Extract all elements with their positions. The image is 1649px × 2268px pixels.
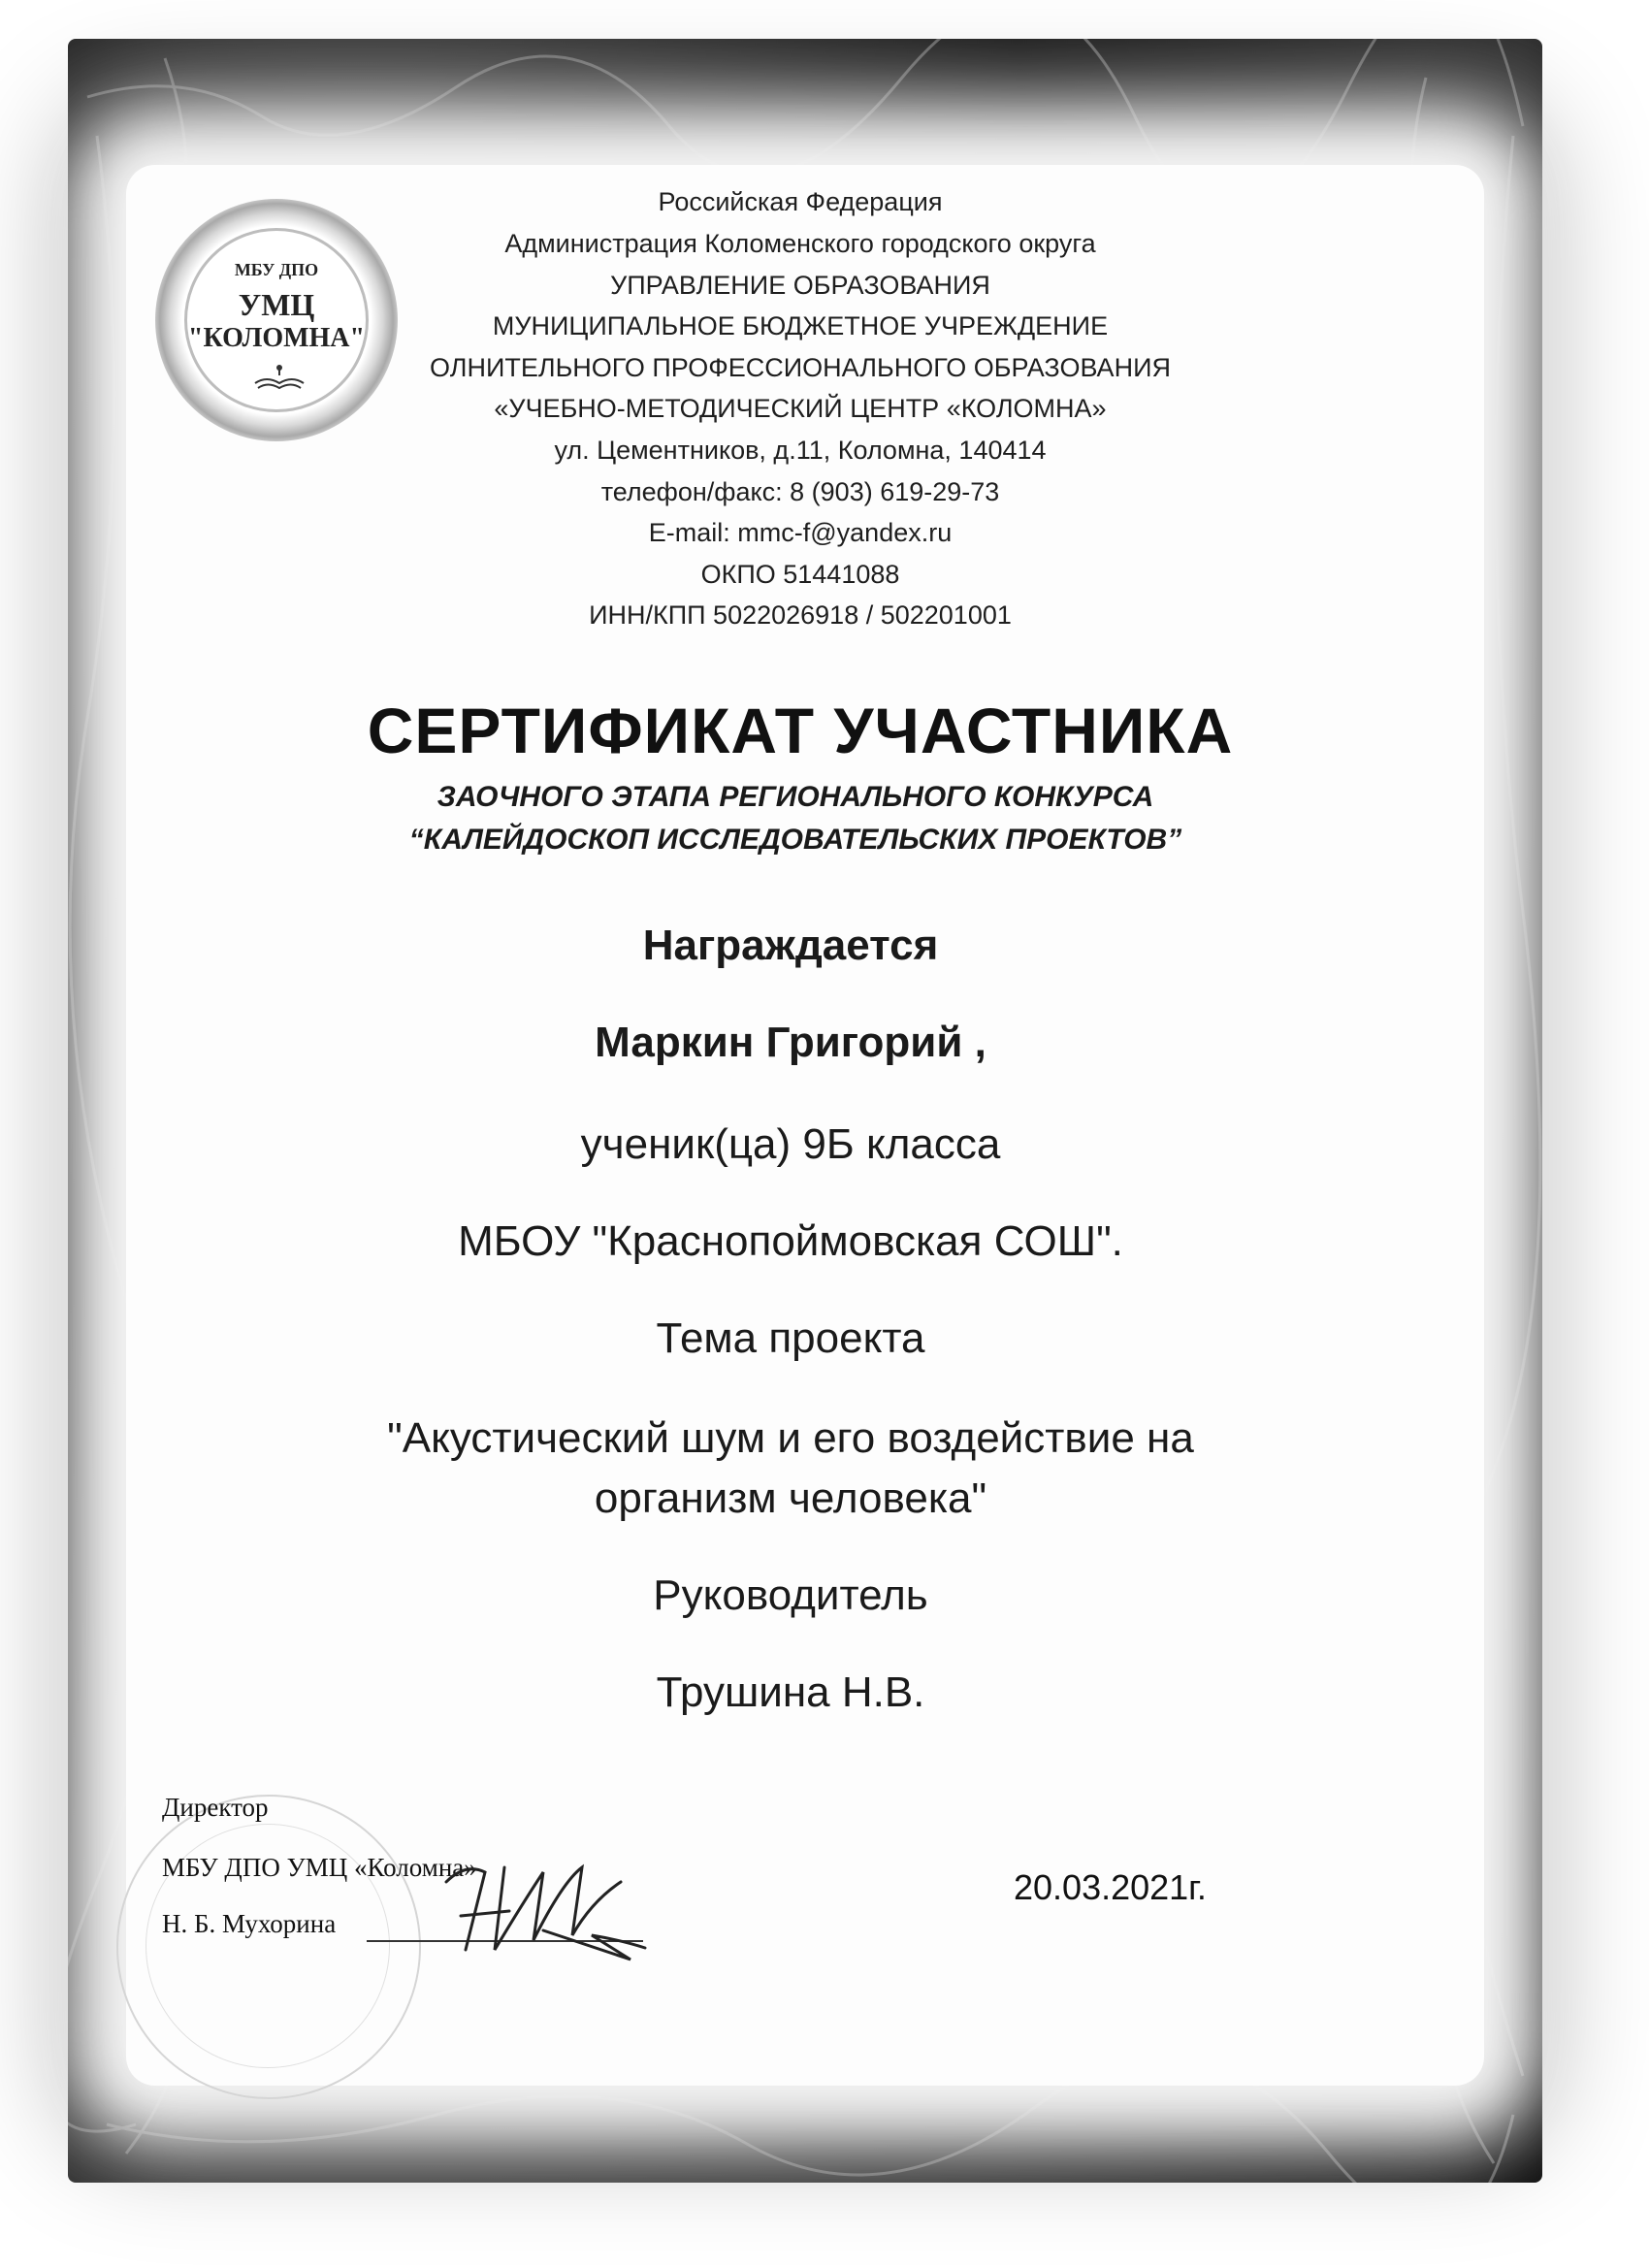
supervisor-label: Руководитель bbox=[653, 1571, 928, 1619]
header-administration: Администрация Коломенского городского округа bbox=[504, 229, 1096, 258]
header-okpo: ОКПО 51441088 bbox=[700, 560, 900, 589]
supervisor-name: Трушина Н.В. bbox=[656, 1669, 925, 1716]
participant-name: Маркин Григорий , bbox=[595, 1019, 986, 1066]
logo-text-org: МБУ ДПО bbox=[234, 260, 319, 279]
director-org: МБУ ДПО УМЦ «Коломна» bbox=[162, 1853, 477, 1882]
header-country: Российская Федерация bbox=[658, 187, 943, 216]
director-signature bbox=[427, 1843, 660, 1969]
topic-label: Тема проекта bbox=[656, 1314, 925, 1362]
header-inn: ИНН/КПП 5022026918 / 502201001 bbox=[589, 600, 1012, 630]
header-institution-name: «УЧЕБНО-МЕТОДИЧЕСКИЙ ЦЕНТР «КОЛОМНА» bbox=[494, 394, 1107, 423]
director-name: Н. Б. Мухорина bbox=[162, 1909, 337, 1938]
header-email: E-mail: mmc-f@yandex.ru bbox=[648, 518, 953, 547]
logo-text-umc: УМЦ bbox=[238, 287, 315, 322]
header-address: ул. Цементников, д.11, Коломна, 140414 bbox=[554, 436, 1047, 465]
participant-school: МБОУ "Краснопоймовская СОШ". bbox=[458, 1217, 1123, 1265]
logo-text-kolomna: "КОЛОМНА" bbox=[187, 323, 366, 353]
contest-stage: ЗАОЧНОГО ЭТАПА РЕГИОНАЛЬНОГО КОНКУРСА bbox=[436, 781, 1154, 813]
header-institution-type: МУНИЦИПАЛЬНОЕ БЮДЖЕТНОЕ УЧРЕЖДЕНИЕ bbox=[492, 311, 1109, 340]
header-department: УПРАВЛЕНИЕ ОБРАЗОВАНИЯ bbox=[610, 271, 990, 300]
director-label: Директор bbox=[162, 1793, 269, 1822]
participant-grade: ученик(ца) 9Б класса bbox=[580, 1120, 1001, 1168]
issue-date: 20.03.2021г. bbox=[1014, 1867, 1207, 1907]
topic-line-2: организм человека" bbox=[594, 1474, 987, 1522]
certificate-title: СЕРТИФИКАТ УЧАСТНИКА bbox=[367, 695, 1234, 766]
contest-name: “КАЛЕЙДОСКОП ИССЛЕДОВАТЕЛЬСКИХ ПРОЕКТОВ” bbox=[408, 824, 1182, 856]
header-phone: телефон/факс: 8 (903) 619-29-73 bbox=[600, 477, 1000, 506]
awarded-label: Награждается bbox=[642, 922, 939, 969]
header-institution-type-2: ОЛНИТЕЛЬНОГО ПРОФЕССИОНАЛЬНОГО ОБРАЗОВАНИЯ bbox=[430, 353, 1171, 382]
topic-line-1: "Акустический шум и его воздействие на bbox=[387, 1414, 1194, 1462]
